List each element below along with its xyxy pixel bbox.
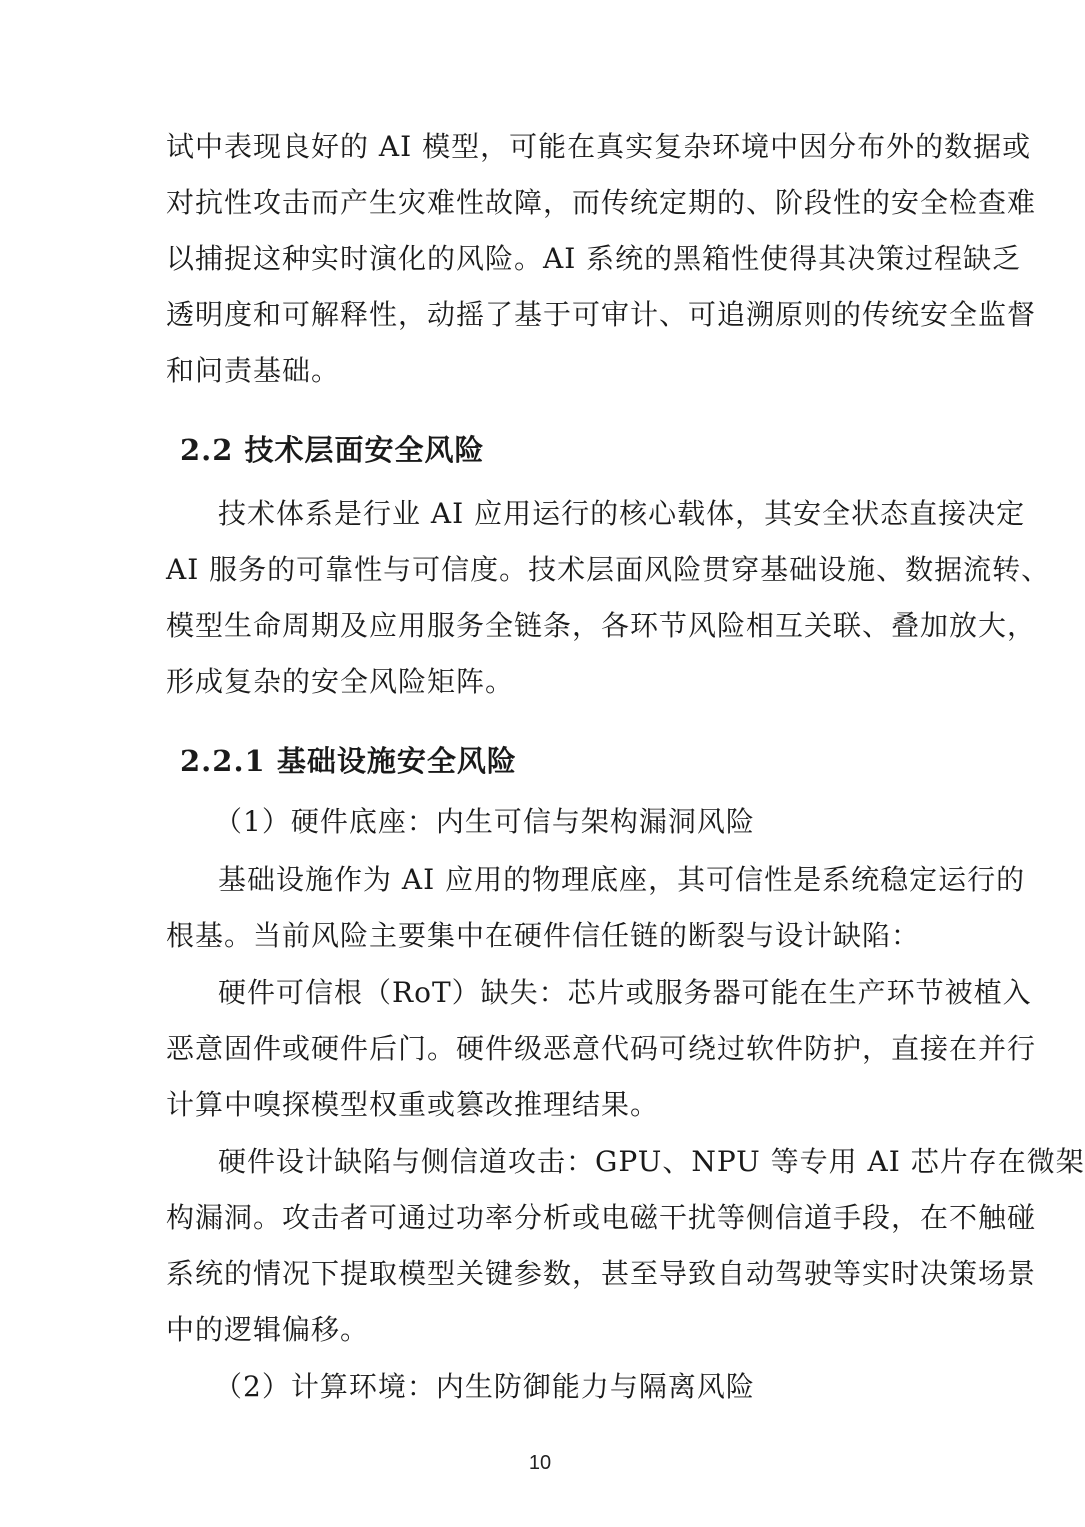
body-text-line: 系统的情况下提取模型关键参数，甚至导致自动驾驶等实时决策场景 bbox=[166, 1257, 1037, 1290]
body-text-line: 技术体系是行业 AI 应用运行的核心载体，其安全状态直接决定 bbox=[218, 497, 1026, 530]
section-heading-2-2-1: 2.2.1 基础设施安全风险 bbox=[180, 744, 517, 778]
body-text-line: 以捕捉这种实时演化的风险。AI 系统的黑箱性使得其决策过程缺乏 bbox=[166, 242, 1022, 275]
body-text-line: 恶意固件或硬件后门。硬件级恶意代码可绕过软件防护，直接在并行 bbox=[166, 1032, 1037, 1065]
body-text-line: 模型生命周期及应用服务全链条，各环节风险相互关联、叠加放大， bbox=[166, 609, 1037, 642]
body-text-line: 中的逻辑偏移。 bbox=[166, 1313, 370, 1346]
body-text-line: AI 服务的可靠性与可信度。技术层面风险贯穿基础设施、数据流转、 bbox=[166, 553, 1051, 586]
body-text-line: 基础设施作为 AI 应用的物理底座，其可信性是系统稳定运行的 bbox=[218, 863, 1026, 896]
body-text-line: 和问责基础。 bbox=[166, 354, 341, 387]
body-text-line: 构漏洞。攻击者可通过功率分析或电磁干扰等侧信道手段，在不触碰 bbox=[166, 1201, 1037, 1234]
item-title-1: （1）硬件底座：内生可信与架构漏洞风险 bbox=[214, 805, 755, 838]
body-text-line: 硬件可信根（RoT）缺失：芯片或服务器可能在生产环节被植入 bbox=[218, 976, 1032, 1009]
body-text-line: 硬件设计缺陷与侧信道攻击：GPU、NPU 等专用 AI 芯片存在微架 bbox=[218, 1145, 1085, 1178]
body-text-line: 计算中嗅探模型权重或篡改推理结果。 bbox=[166, 1088, 660, 1121]
page-number: 10 bbox=[528, 1452, 552, 1474]
body-text-line: 根基。当前风险主要集中在硬件信任链的断裂与设计缺陷： bbox=[166, 919, 921, 952]
item-title-2: （2）计算环境：内生防御能力与隔离风险 bbox=[214, 1370, 755, 1403]
section-heading-2-2: 2.2 技术层面安全风险 bbox=[180, 433, 485, 467]
body-text-line: 试中表现良好的 AI 模型，可能在真实复杂环境中因分布外的数据或 bbox=[166, 130, 1032, 163]
body-text-line: 透明度和可解释性，动摇了基于可审计、可追溯原则的传统安全监督 bbox=[166, 298, 1037, 331]
body-text-line: 对抗性攻击而产生灾难性故障，而传统定期的、阶段性的安全检查难 bbox=[166, 186, 1037, 219]
body-text-line: 形成复杂的安全风险矩阵。 bbox=[166, 665, 515, 698]
